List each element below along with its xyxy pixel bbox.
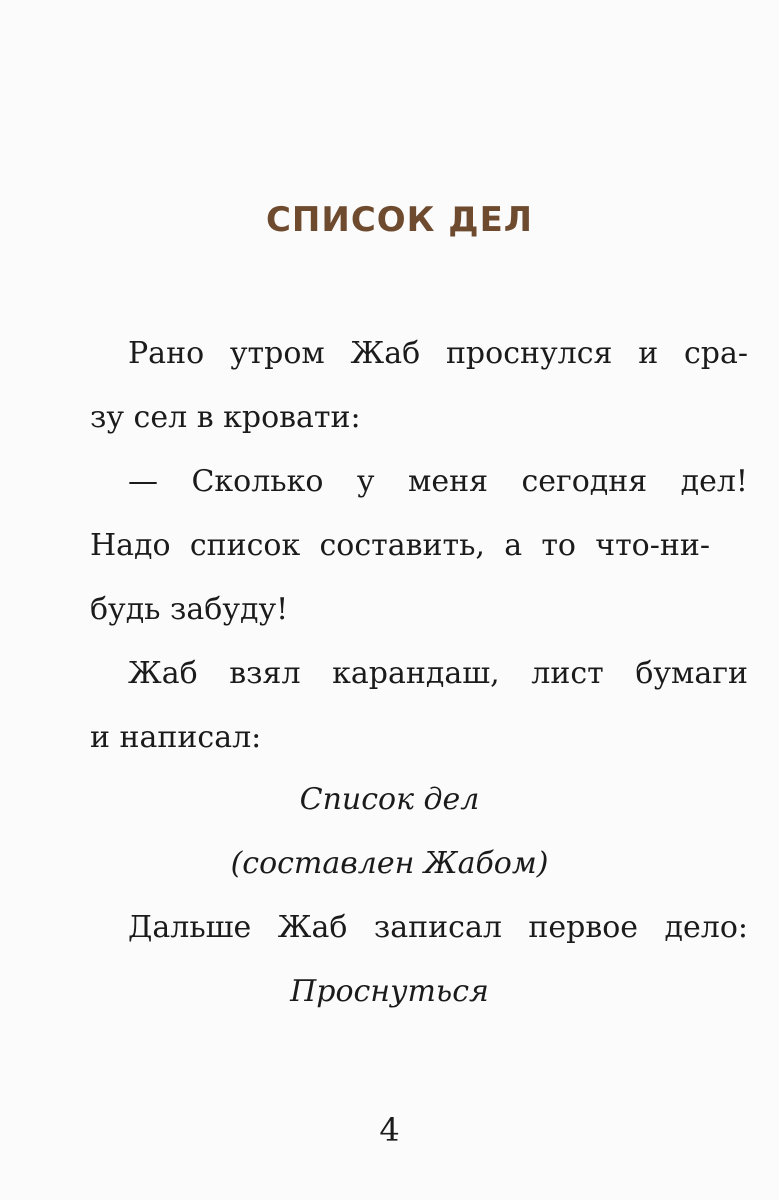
chapter-title: СПИСОК ДЕЛ — [265, 200, 534, 240]
text-line-5: будь забуду! — [90, 592, 289, 627]
text-line-4: Надо список составить, а то что-ни- — [90, 528, 710, 563]
first-task: Проснуться — [290, 974, 489, 1009]
text-line-6: Жаб взял карандаш, лист бумаги — [128, 656, 748, 691]
text-line-1: Рано утром Жаб проснулся и сра- — [128, 336, 748, 371]
list-subtitle: (составлен Жабом) — [230, 846, 549, 881]
list-title: Список дел — [299, 782, 480, 817]
page-number: 4 — [379, 1111, 400, 1149]
text-line-7: и написал: — [90, 720, 262, 755]
text-line-2: зу сел в кровати: — [90, 400, 361, 435]
text-line-8: Дальше Жаб записал первое дело: — [128, 910, 748, 945]
text-line-3: — Сколько у меня сегодня дел! — [128, 464, 748, 499]
